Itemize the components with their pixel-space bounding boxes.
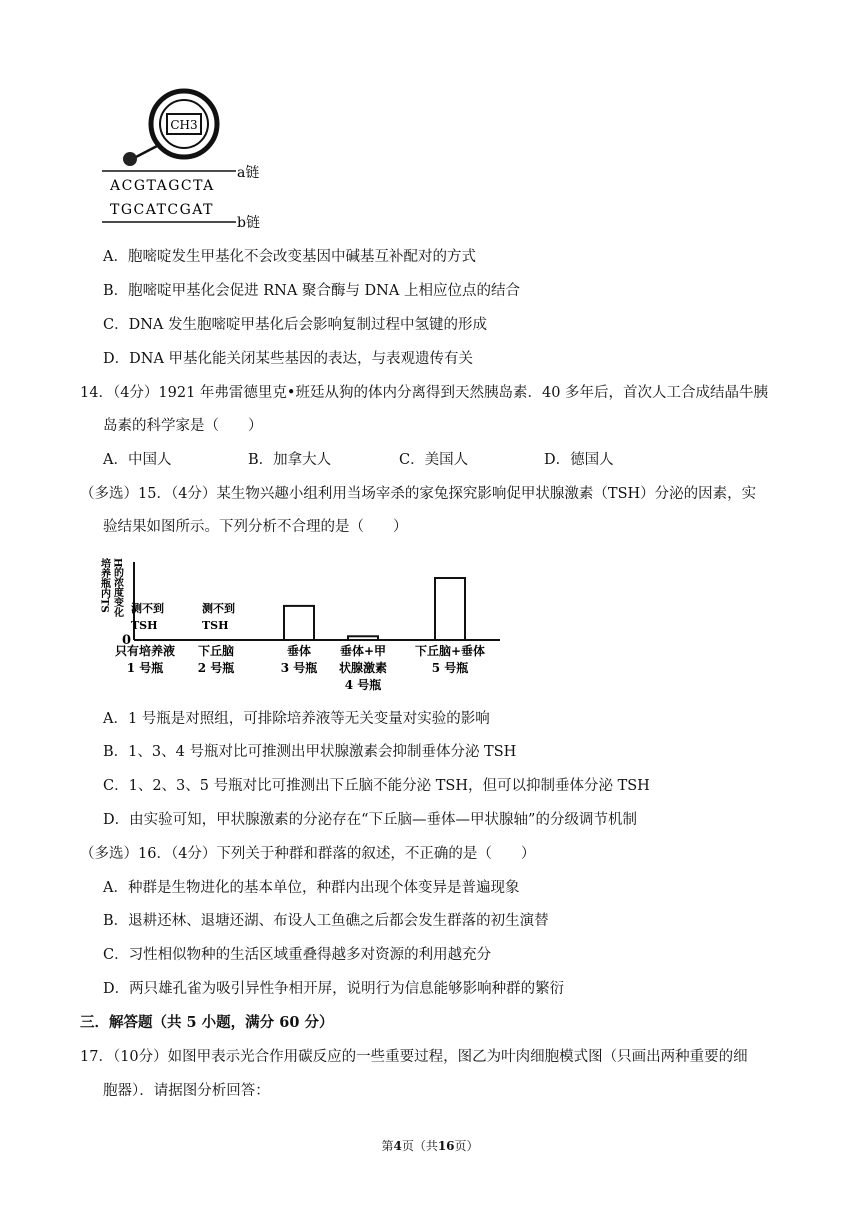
tsh-bar-chart [96, 548, 516, 700]
q14-option-c: C．美国人 [399, 452, 469, 468]
section-title: 三．解答题（共 5 小题，满分 60 分） [80, 1014, 334, 1031]
q15-option-a: A．1 号瓶是对照组，可排除培养液等无关变量对实验的影响 [103, 711, 490, 727]
chart-y-axis-label [99, 557, 125, 618]
q16-stem: （多选）16．（4分）下列关于种群和群落的叙述，不正确的是（ ） [80, 846, 536, 862]
q13-option-a: A．胞嘧啶发生甲基化不会改变基因中碱基互补配对的方式 [103, 249, 476, 265]
q14-options [103, 450, 743, 470]
footer-middle: 页（共 [401, 1139, 438, 1153]
q17-stem-line1: 17．（10分）如图甲表示光合作用碳反应的一些重要过程，图乙为叶肉细胞模式图（只画出两种重要的细 [80, 1049, 748, 1065]
chart-category-label: 3 号瓶 [280, 661, 318, 675]
chart-category-label: 1 号瓶 [126, 661, 164, 675]
page-footer [0, 1138, 860, 1154]
methyl-stem [134, 145, 159, 158]
q16-option-a: A．种群是生物进化的基本单位，种群内出现个体变异是普遍现象 [103, 880, 520, 896]
chart-category-label: 垂体+甲 [339, 644, 387, 658]
chart-category-label: 只有培养液 [114, 644, 176, 658]
chart-bar-note: 测不到 [131, 602, 164, 615]
chart-category-label: 5 号瓶 [431, 661, 469, 675]
chart-category-label: 2 号瓶 [197, 661, 235, 675]
chart-bar [284, 606, 314, 640]
chart-bar-note: TSH [131, 619, 158, 632]
chart-bar [348, 636, 378, 640]
q15-option-b: B．1、3、4 号瓶对比可推测出甲状腺激素会抑制垂体分泌 TSH [103, 744, 517, 760]
chart-bar-note: 测不到 [202, 602, 235, 615]
footer-prefix: 第 [381, 1139, 394, 1153]
dna-methylation-figure [96, 88, 286, 236]
q13-option-c: C．DNA 发生胞嘧啶甲基化后会影响复制过程中氢键的形成 [103, 317, 487, 333]
methyl-label: CH3 [170, 118, 198, 132]
chart-category-label: 状腺激素 [338, 661, 388, 675]
q14-option-a: A．中国人 [103, 452, 172, 468]
q14-option-d: D．德国人 [544, 452, 614, 468]
chart-bar-note: TSH [202, 619, 229, 632]
q16-option-c: C．习性相似物种的生活区域重叠得越多对资源的利用越充分 [103, 947, 492, 963]
strand-a-label: a链 [237, 165, 260, 181]
chart-category-label: 4 号瓶 [344, 678, 382, 692]
strand-b-label: b链 [237, 215, 260, 231]
q15-option-d: D．由实验可知，甲状腺激素的分泌存在“下丘脑—垂体—甲状腺轴”的分级调节机制 [103, 812, 637, 828]
q14-stem-line1: 14．（4分）1921 年弗雷德里克•班廷从狗的体内分离得到天然胰岛素．40 多年后，首次人工合成结晶牛胰 [80, 385, 769, 401]
chart-category-label: 下丘脑+垂体 [414, 644, 486, 658]
q15-option-c: C．1、2、3、5 号瓶对比可推测出下丘脑不能分泌 TSH，但可以抑制垂体分泌 TSH [103, 778, 650, 794]
chart-category-label: 下丘脑 [197, 644, 235, 658]
chart-bar [435, 578, 465, 640]
q14-stem-line2: 岛素的科学家是（ ） [103, 418, 263, 434]
chart-category-label: 垂体 [286, 644, 312, 658]
q13-option-b: B．胞嘧啶甲基化会促进 RNA 聚合酶与 DNA 上相应位点的结合 [103, 283, 520, 299]
methyl-dot [123, 152, 137, 166]
q16-option-b: B．退耕还林、退塘还湖、布设人工鱼礁之后都会发生群落的初生演替 [103, 913, 549, 929]
q15-stem-line1: （多选）15．（4分）某生物兴趣小组利用当场宰杀的家兔探究影响促甲状腺激素（TSH）分泌的因素，实 [80, 486, 757, 502]
footer-page-number: 4 [393, 1139, 402, 1153]
q16-option-d: D．两只雄孔雀为吸引异性争相开屏，说明行为信息能够影响种群的繁衍 [103, 981, 565, 997]
strand-b-sequence: TGCATCGAT [110, 202, 214, 218]
q17-stem-line2: 胞器）．请据图分析回答： [103, 1083, 270, 1099]
footer-suffix: 页） [454, 1139, 479, 1153]
chart-y-zero-label: 0 [122, 633, 132, 648]
q13-option-d: D．DNA 甲基化能关闭某些基因的表达，与表观遗传有关 [103, 351, 474, 367]
strand-a-sequence: ACGTAGCTA [110, 178, 215, 194]
chart-y-label-column: H的浓度变化 [111, 558, 123, 618]
q14-option-b: B．加拿大人 [248, 452, 332, 468]
q15-stem-line2: 验结果如图所示。下列分析不合理的是（ ） [103, 519, 408, 535]
chart-y-label-column: 培养瓶内TS [98, 558, 110, 613]
footer-total-pages: 16 [437, 1139, 455, 1153]
